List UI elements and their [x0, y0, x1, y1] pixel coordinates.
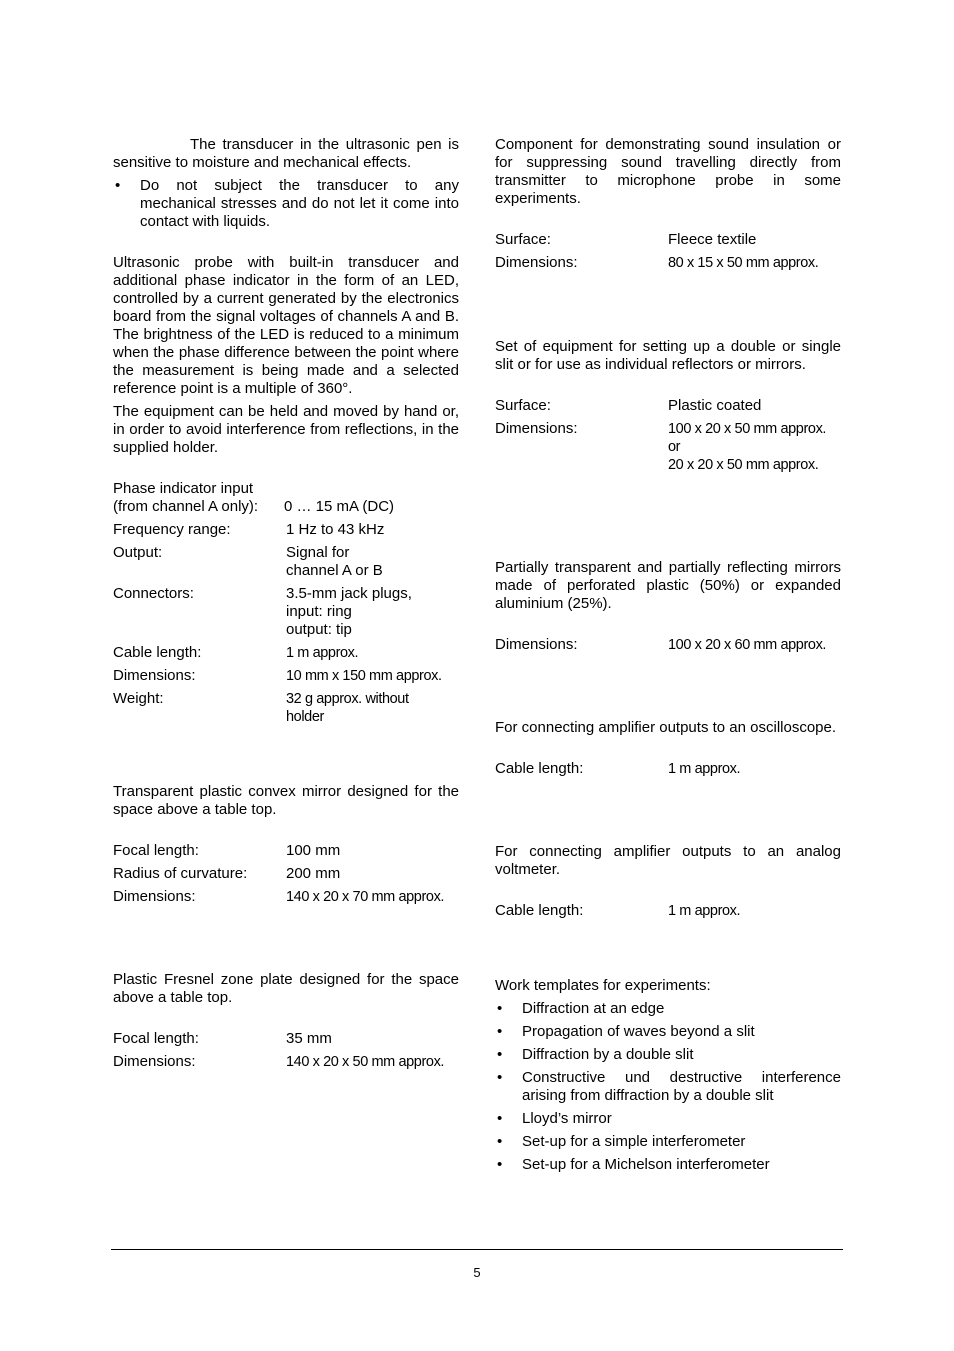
- voltmeter-cable-description: For connecting amplifier outputs to an analog voltmeter.: [495, 843, 841, 878]
- insulation-description: Component for demonstrating sound insulation or for suppressing sound travelling directly from transmitter to microphone probe in some experiments.: [495, 136, 841, 207]
- page-number: 5: [473, 1265, 481, 1280]
- probe-spec-value: 32 g approx. without holder: [286, 691, 409, 725]
- insulation-spec-table: [495, 231, 841, 272]
- partial-mirror-spec-value: 100 x 20 x 60 mm approx.: [668, 637, 827, 653]
- mirror-description: Transparent plastic convex mirror designed for the space above a table top.: [113, 783, 459, 818]
- probe-spec-label: Weight:: [113, 690, 164, 707]
- probe-description-2: The equipment can be held and moved by hand or, in order to avoid interference from reflections, in the supplied holder.: [113, 403, 459, 456]
- fresnel-spec-row: [113, 1030, 459, 1048]
- slit-spec-label: Dimensions:: [495, 420, 578, 437]
- probe-description: Ultrasonic probe with built-in transducer and additional phase indicator in the form of an LED, controlled by a current generated by the electronics board from the signal voltages of channels A and B. The brightness of the LED is reduced to a minimum when the phase difference between the point where the measurement is being made and a selected reference point is a multiple of 360°.: [113, 254, 459, 397]
- probe-spec-label: Output:: [113, 544, 163, 561]
- mirror-spec-value: 200 mm: [286, 865, 341, 882]
- probe-spec-value: Signal for channel A or B: [286, 544, 383, 579]
- voltmeter-cable-spec-table: [495, 902, 841, 920]
- probe-spec-row: [113, 521, 459, 539]
- insulation-spec-row: [495, 254, 841, 272]
- fresnel-spec-table: [113, 1030, 459, 1071]
- oscilloscope-cable-spec-label: Cable length:: [495, 760, 584, 777]
- probe-spec-label: Frequency range:: [113, 521, 231, 538]
- probe-spec-value: 3.5-mm jack plugs, input: ring output: tip: [286, 585, 412, 638]
- probe-spec-row: [113, 644, 459, 662]
- insulation-spec-label: Dimensions:: [495, 254, 578, 271]
- mirror-spec-row: [113, 865, 459, 883]
- partial-mirror-description: Partially transparent and partially reflecting mirrors made of perforated plastic (50%) or expanded aluminium (25%).: [495, 559, 841, 612]
- templates-list: [495, 1000, 841, 1174]
- probe-spec-row: [113, 585, 459, 639]
- warning-list: [113, 177, 459, 231]
- template-item: • Set-up for a Michelson interferometer: [495, 1156, 841, 1174]
- slit-spec-label: Surface:: [495, 397, 551, 414]
- probe-spec-label: Dimensions:: [113, 667, 196, 684]
- oscilloscope-cable-spec-value: 1 m approx.: [668, 761, 741, 777]
- mirror-spec-value: 100 mm: [286, 842, 341, 859]
- phase-label-2: (from channel A only):: [113, 498, 259, 515]
- template-item: • Lloyd’s mirror: [495, 1110, 841, 1128]
- oscilloscope-cable-description: For connecting amplifier outputs to an oscilloscope.: [495, 719, 837, 736]
- mirror-spec-row: [113, 888, 459, 906]
- templates-intro: Work templates for experiments:: [495, 977, 711, 994]
- slit-spec-value: Plastic coated: [668, 397, 762, 414]
- slit-spec-row: [495, 397, 841, 415]
- mirror-spec-label: Radius of curvature:: [113, 865, 248, 882]
- probe-spec-value: 1 m approx.: [286, 645, 359, 661]
- template-item: • Constructive und destructive interference arising from diffraction by a double slit: [495, 1069, 841, 1105]
- partial-mirror-spec-row: [495, 636, 841, 654]
- probe-spec-row: [113, 690, 459, 726]
- footer-rule: [111, 1249, 843, 1250]
- slit-description: Set of equipment for setting up a double or single slit or for use as individual reflectors or mirrors.: [495, 338, 841, 373]
- insulation-spec-value: Fleece textile: [668, 231, 757, 248]
- phase-label: Phase indicator input: [113, 480, 254, 497]
- probe-spec-value: 1 Hz to 43 kHz: [286, 521, 385, 538]
- template-item: • Diffraction at an edge: [495, 1000, 841, 1018]
- slit-spec-value: 100 x 20 x 50 mm approx. or 20 x 20 x 50 mm approx.: [668, 421, 827, 473]
- partial-mirror-spec-label: Dimensions:: [495, 636, 578, 653]
- right-column: [495, 136, 841, 1179]
- template-item: • Diffraction by a double slit: [495, 1046, 841, 1064]
- fresnel-spec-label: Dimensions:: [113, 1053, 196, 1070]
- insulation-spec-row: [495, 231, 841, 249]
- left-column: [113, 136, 459, 1076]
- warning-bullet: • Do not subject the transducer to any mechanical stresses and do not let it come into contact with liquids.: [113, 177, 459, 231]
- mirror-spec-label: Focal length:: [113, 842, 199, 859]
- partial-mirror-spec-table: [495, 636, 841, 654]
- warning-text: The transducer in the ultrasonic pen is sensitive to moisture and mechanical effects.: [113, 136, 459, 171]
- slit-spec-row: [495, 420, 841, 474]
- template-item: • Propagation of waves beyond a slit: [495, 1023, 841, 1041]
- probe-spec-value: 10 mm x 150 mm approx.: [286, 668, 442, 684]
- voltmeter-cable-spec-label: Cable length:: [495, 902, 584, 919]
- fresnel-description: Plastic Fresnel zone plate designed for the space above a table top.: [113, 971, 459, 1006]
- oscilloscope-cable-spec-table: [495, 760, 841, 778]
- probe-spec-label: Cable length:: [113, 644, 202, 661]
- mirror-spec-label: Dimensions:: [113, 888, 196, 905]
- phase-value: 0 … 15 mA (DC): [284, 498, 395, 515]
- fresnel-spec-value: 140 x 20 x 50 mm approx.: [286, 1054, 445, 1070]
- insulation-spec-label: Surface:: [495, 231, 551, 248]
- fresnel-spec-row: [113, 1053, 459, 1071]
- slit-spec-table: [495, 397, 841, 474]
- probe-spec-table: [113, 521, 459, 726]
- mirror-spec-row: [113, 842, 459, 860]
- probe-spec-label: Connectors:: [113, 585, 194, 602]
- voltmeter-cable-spec-row: [495, 902, 841, 920]
- fresnel-spec-label: Focal length:: [113, 1030, 199, 1047]
- fresnel-spec-value: 35 mm: [286, 1030, 332, 1047]
- phase-indicator-spec: [113, 480, 459, 516]
- probe-spec-row: [113, 667, 459, 685]
- mirror-spec-value: 140 x 20 x 70 mm approx.: [286, 889, 445, 905]
- oscilloscope-cable-spec-row: [495, 760, 841, 778]
- voltmeter-cable-spec-value: 1 m approx.: [668, 903, 741, 919]
- mirror-spec-table: [113, 842, 459, 906]
- insulation-spec-value: 80 x 15 x 50 mm approx.: [668, 255, 819, 271]
- probe-spec-row: [113, 544, 459, 580]
- template-item: • Set-up for a simple interferometer: [495, 1133, 841, 1151]
